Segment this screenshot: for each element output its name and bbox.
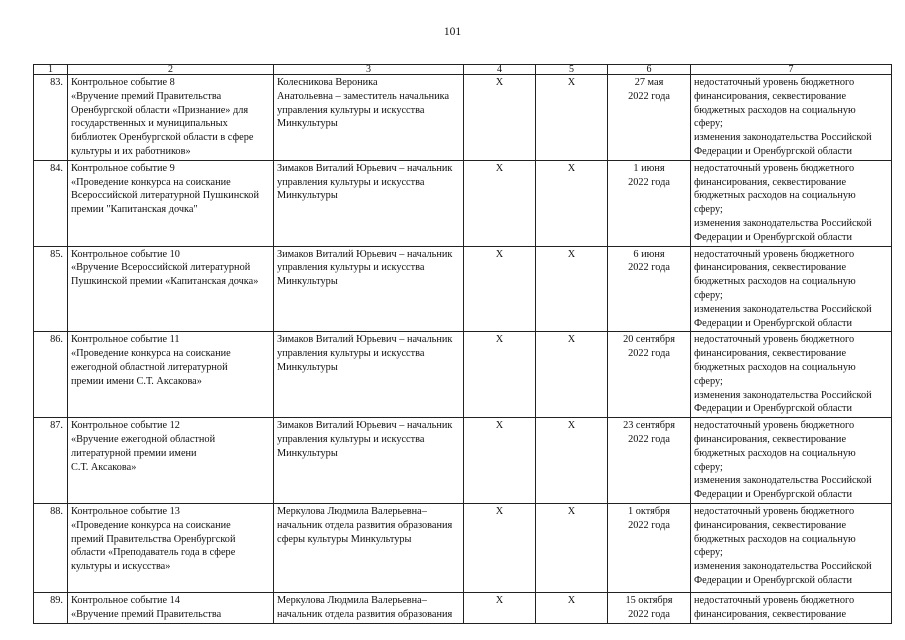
risks-cell-line: сферу; bbox=[694, 547, 723, 559]
event-cell-line: Пушкинской премии «Капитанская дочка» bbox=[71, 276, 259, 288]
risks-cell-line: бюджетных расходов на социальную bbox=[694, 190, 856, 202]
date-cell-line: 2022 года bbox=[628, 433, 670, 445]
risks-cell-line: Федерации и Оренбургской области bbox=[694, 145, 853, 157]
responsible-cell-line: управления культуры и искусства bbox=[277, 104, 425, 116]
responsible-cell-line: Минкультуры bbox=[277, 118, 338, 130]
risks-cell-line: сферу; bbox=[694, 118, 723, 130]
risks-cell-line: Федерации и Оренбургской области bbox=[694, 489, 853, 501]
date-cell bbox=[608, 503, 691, 592]
event-cell bbox=[68, 160, 274, 246]
date-cell-line: 2022 года bbox=[628, 519, 670, 531]
date-cell bbox=[608, 418, 691, 504]
risks-cell-line: изменения законодательства Российской bbox=[694, 389, 872, 401]
event-cell-line: «Вручение премий Правительства bbox=[71, 90, 222, 102]
risks-cell bbox=[691, 332, 892, 418]
column-5-cell: Х bbox=[536, 75, 608, 161]
event-cell-line: «Проведение конкурса на соискание bbox=[71, 348, 231, 360]
risks-cell-line: финансирования, секвестирование bbox=[694, 608, 847, 620]
responsible-cell-line: Колесникова Вероника bbox=[277, 77, 378, 88]
header-cell: 4 bbox=[464, 65, 536, 75]
risks-cell-line: Федерации и Оренбургской области bbox=[694, 574, 853, 586]
header-cell: 3 bbox=[274, 65, 464, 75]
responsible-cell-line: Минкультуры bbox=[277, 276, 338, 288]
risks-cell-line: изменения законодательства Российской bbox=[694, 217, 872, 229]
responsible-cell-line: управления культуры и искусства bbox=[277, 433, 425, 445]
risks-cell-line: финансирования, секвестирование bbox=[694, 90, 847, 102]
date-cell bbox=[608, 75, 691, 161]
date-cell-line: 23 сентября bbox=[623, 420, 675, 432]
event-cell bbox=[68, 592, 274, 623]
column-4-cell: Х bbox=[464, 592, 536, 623]
risks-cell-line: недостаточный уровень бюджетного bbox=[694, 162, 855, 174]
responsible-cell-line: начальник отдела развития образования bbox=[277, 519, 453, 531]
row-number-cell: 85. bbox=[34, 246, 68, 332]
event-cell-line: литературной премии имени bbox=[71, 447, 197, 459]
risks-cell-line: Федерации и Оренбургской области bbox=[694, 403, 853, 415]
header-cell: 2 bbox=[68, 65, 274, 75]
header-row bbox=[34, 65, 892, 75]
risks-cell bbox=[691, 592, 892, 623]
risks-cell-line: недостаточный уровень бюджетного bbox=[694, 505, 855, 517]
table-row bbox=[34, 332, 892, 418]
header-cell: 6 bbox=[608, 65, 691, 75]
responsible-cell-line: Меркулова Людмила Валерьевна– bbox=[277, 594, 427, 606]
event-cell-line: Контрольное событие 12 bbox=[71, 420, 180, 432]
risks-cell-line: изменения законодательства Российской bbox=[694, 561, 872, 573]
date-cell-line: 2022 года bbox=[628, 348, 670, 360]
table-row bbox=[34, 503, 892, 592]
responsible-cell bbox=[274, 418, 464, 504]
event-cell-line: Контрольное событие 14 bbox=[71, 594, 180, 606]
event-cell-line: Контрольное событие 8 bbox=[71, 77, 175, 88]
column-4-cell: Х bbox=[464, 246, 536, 332]
event-cell-line: премии имени С.Т. Аксакова» bbox=[71, 375, 202, 387]
event-cell-line: «Вручение ежегодной областной bbox=[71, 433, 216, 445]
event-cell bbox=[68, 75, 274, 161]
date-cell bbox=[608, 592, 691, 623]
risks-cell bbox=[691, 160, 892, 246]
responsible-cell-line: сферы культуры Минкультуры bbox=[277, 533, 412, 545]
event-cell-line: Оренбургской области «Признание» для bbox=[71, 104, 249, 116]
column-5-cell: Х bbox=[536, 332, 608, 418]
column-4-cell: Х bbox=[464, 160, 536, 246]
event-cell-line: культуры и их работников» bbox=[71, 145, 191, 157]
column-5-cell: Х bbox=[536, 246, 608, 332]
risks-cell-line: финансирования, секвестирование bbox=[694, 348, 847, 360]
risks-cell-line: недостаточный уровень бюджетного bbox=[694, 334, 855, 346]
risks-cell-line: финансирования, секвестирование bbox=[694, 176, 847, 188]
responsible-cell bbox=[274, 75, 464, 161]
responsible-cell-line: начальник отдела развития образования bbox=[277, 608, 453, 620]
responsible-cell bbox=[274, 160, 464, 246]
column-4-cell: Х bbox=[464, 418, 536, 504]
responsible-cell bbox=[274, 332, 464, 418]
table-row bbox=[34, 592, 892, 623]
risks-cell-line: недостаточный уровень бюджетного bbox=[694, 77, 855, 88]
event-cell-line: Контрольное событие 9 bbox=[71, 162, 175, 174]
responsible-cell-line: управления культуры и искусства bbox=[277, 176, 425, 188]
event-cell-line: С.Т. Аксакова» bbox=[71, 461, 137, 473]
event-cell-line: «Проведение конкурса на соискание bbox=[71, 519, 231, 531]
column-5-cell: Х bbox=[536, 160, 608, 246]
event-cell bbox=[68, 332, 274, 418]
event-cell-line: Контрольное событие 11 bbox=[71, 334, 180, 346]
risks-cell-line: недостаточный уровень бюджетного bbox=[694, 420, 855, 432]
date-cell bbox=[608, 160, 691, 246]
date-cell-line: 15 октября bbox=[625, 594, 673, 606]
row-number-cell: 88. bbox=[34, 503, 68, 592]
risks-cell-line: недостаточный уровень бюджетного bbox=[694, 594, 855, 606]
risks-cell-line: изменения законодательства Российской bbox=[694, 132, 872, 144]
table-row bbox=[34, 246, 892, 332]
responsible-cell bbox=[274, 503, 464, 592]
risks-cell-line: Федерации и Оренбургской области bbox=[694, 317, 853, 329]
date-cell-line: 2022 года bbox=[628, 262, 670, 274]
risks-cell-line: бюджетных расходов на социальную bbox=[694, 361, 856, 373]
event-cell bbox=[68, 503, 274, 592]
event-cell-line: государственных и муниципальных bbox=[71, 118, 228, 130]
risks-cell-line: бюджетных расходов на социальную bbox=[694, 447, 856, 459]
table-row bbox=[34, 160, 892, 246]
event-cell-line: премии "Капитанская дочка" bbox=[71, 204, 198, 216]
column-5-cell: Х bbox=[536, 503, 608, 592]
row-number-cell: 87. bbox=[34, 418, 68, 504]
risks-cell-line: недостаточный уровень бюджетного bbox=[694, 248, 855, 260]
row-number-cell: 84. bbox=[34, 160, 68, 246]
header-cell: 7 bbox=[691, 65, 892, 75]
risks-cell-line: бюджетных расходов на социальную bbox=[694, 533, 856, 545]
responsible-cell-line: Зимаков Виталий Юрьевич – начальник bbox=[277, 420, 453, 432]
row-number-cell: 83. bbox=[34, 75, 68, 161]
column-4-cell: Х bbox=[464, 503, 536, 592]
event-cell-line: Всероссийской литературной Пушкинской bbox=[71, 190, 259, 202]
risks-cell-line: изменения законодательства Российской bbox=[694, 303, 872, 315]
date-cell-line: 20 сентября bbox=[623, 334, 675, 346]
row-number-cell: 86. bbox=[34, 332, 68, 418]
responsible-cell-line: управления культуры и искусства bbox=[277, 262, 425, 274]
risks-cell-line: финансирования, секвестирование bbox=[694, 519, 847, 531]
column-4-cell: Х bbox=[464, 75, 536, 161]
event-cell bbox=[68, 246, 274, 332]
risks-cell-line: финансирования, секвестирование bbox=[694, 433, 847, 445]
risks-cell-line: сферу; bbox=[694, 204, 723, 216]
header-cell: 5 bbox=[536, 65, 608, 75]
date-cell-line: 1 июня bbox=[633, 162, 665, 174]
event-cell-line: культуры и искусства» bbox=[71, 561, 171, 573]
date-cell bbox=[608, 332, 691, 418]
event-cell-line: Контрольное событие 13 bbox=[71, 505, 180, 517]
responsible-cell-line: Минкультуры bbox=[277, 190, 338, 202]
risks-cell-line: сферу; bbox=[694, 375, 723, 387]
responsible-cell-line: Зимаков Виталий Юрьевич – начальник bbox=[277, 334, 453, 346]
event-cell-line: библиотек Оренбургской области в сфере bbox=[71, 132, 254, 144]
risks-cell-line: бюджетных расходов на социальную bbox=[694, 104, 856, 116]
row-number-cell: 89. bbox=[34, 592, 68, 623]
responsible-cell-line: Меркулова Людмила Валерьевна– bbox=[277, 505, 427, 517]
risks-cell-line: сферу; bbox=[694, 289, 723, 301]
responsible-cell bbox=[274, 592, 464, 623]
responsible-cell-line: управления культуры и искусства bbox=[277, 348, 425, 360]
control-events-table bbox=[33, 64, 892, 624]
risks-cell-line: бюджетных расходов на социальную bbox=[694, 276, 856, 288]
column-4-cell: Х bbox=[464, 332, 536, 418]
event-cell-line: ежегодной областной литературной bbox=[71, 361, 228, 373]
risks-cell-line: финансирования, секвестирование bbox=[694, 262, 847, 274]
risks-cell bbox=[691, 418, 892, 504]
event-cell-line: «Вручение премий Правительства bbox=[71, 608, 222, 620]
event-cell bbox=[68, 418, 274, 504]
responsible-cell-line: Минкультуры bbox=[277, 361, 338, 373]
column-5-cell: Х bbox=[536, 418, 608, 504]
date-cell-line: 2022 года bbox=[628, 608, 670, 620]
responsible-cell-line: Минкультуры bbox=[277, 447, 338, 459]
date-cell-line: 6 июня bbox=[633, 248, 665, 260]
column-5-cell: Х bbox=[536, 592, 608, 623]
date-cell bbox=[608, 246, 691, 332]
table-row bbox=[34, 75, 892, 161]
responsible-cell-line: Анатольевна – заместитель начальника bbox=[277, 90, 450, 102]
table-row bbox=[34, 418, 892, 504]
page-number: 101 bbox=[443, 26, 462, 38]
event-cell-line: «Вручение Всероссийской литературной bbox=[71, 262, 251, 274]
header-cell: 1 bbox=[34, 65, 68, 75]
responsible-cell-line: Зимаков Виталий Юрьевич – начальник bbox=[277, 162, 453, 174]
risks-cell-line: изменения законодательства Российской bbox=[694, 475, 872, 487]
event-cell-line: «Проведение конкурса на соискание bbox=[71, 176, 231, 188]
date-cell-line: 1 октября bbox=[628, 505, 670, 517]
risks-cell bbox=[691, 503, 892, 592]
date-cell-line: 2022 года bbox=[628, 176, 670, 188]
risks-cell bbox=[691, 246, 892, 332]
risks-cell bbox=[691, 75, 892, 161]
event-cell-line: области «Преподаватель года в сфере bbox=[71, 547, 236, 559]
date-cell-line: 27 мая bbox=[634, 77, 664, 88]
event-cell-line: Контрольное событие 10 bbox=[71, 248, 180, 260]
risks-cell-line: Федерации и Оренбургской области bbox=[694, 231, 853, 243]
event-cell-line: премий Правительства Оренбургской bbox=[71, 533, 236, 545]
risks-cell-line: сферу; bbox=[694, 461, 723, 473]
responsible-cell bbox=[274, 246, 464, 332]
responsible-cell-line: Зимаков Виталий Юрьевич – начальник bbox=[277, 248, 453, 260]
date-cell-line: 2022 года bbox=[628, 90, 670, 102]
